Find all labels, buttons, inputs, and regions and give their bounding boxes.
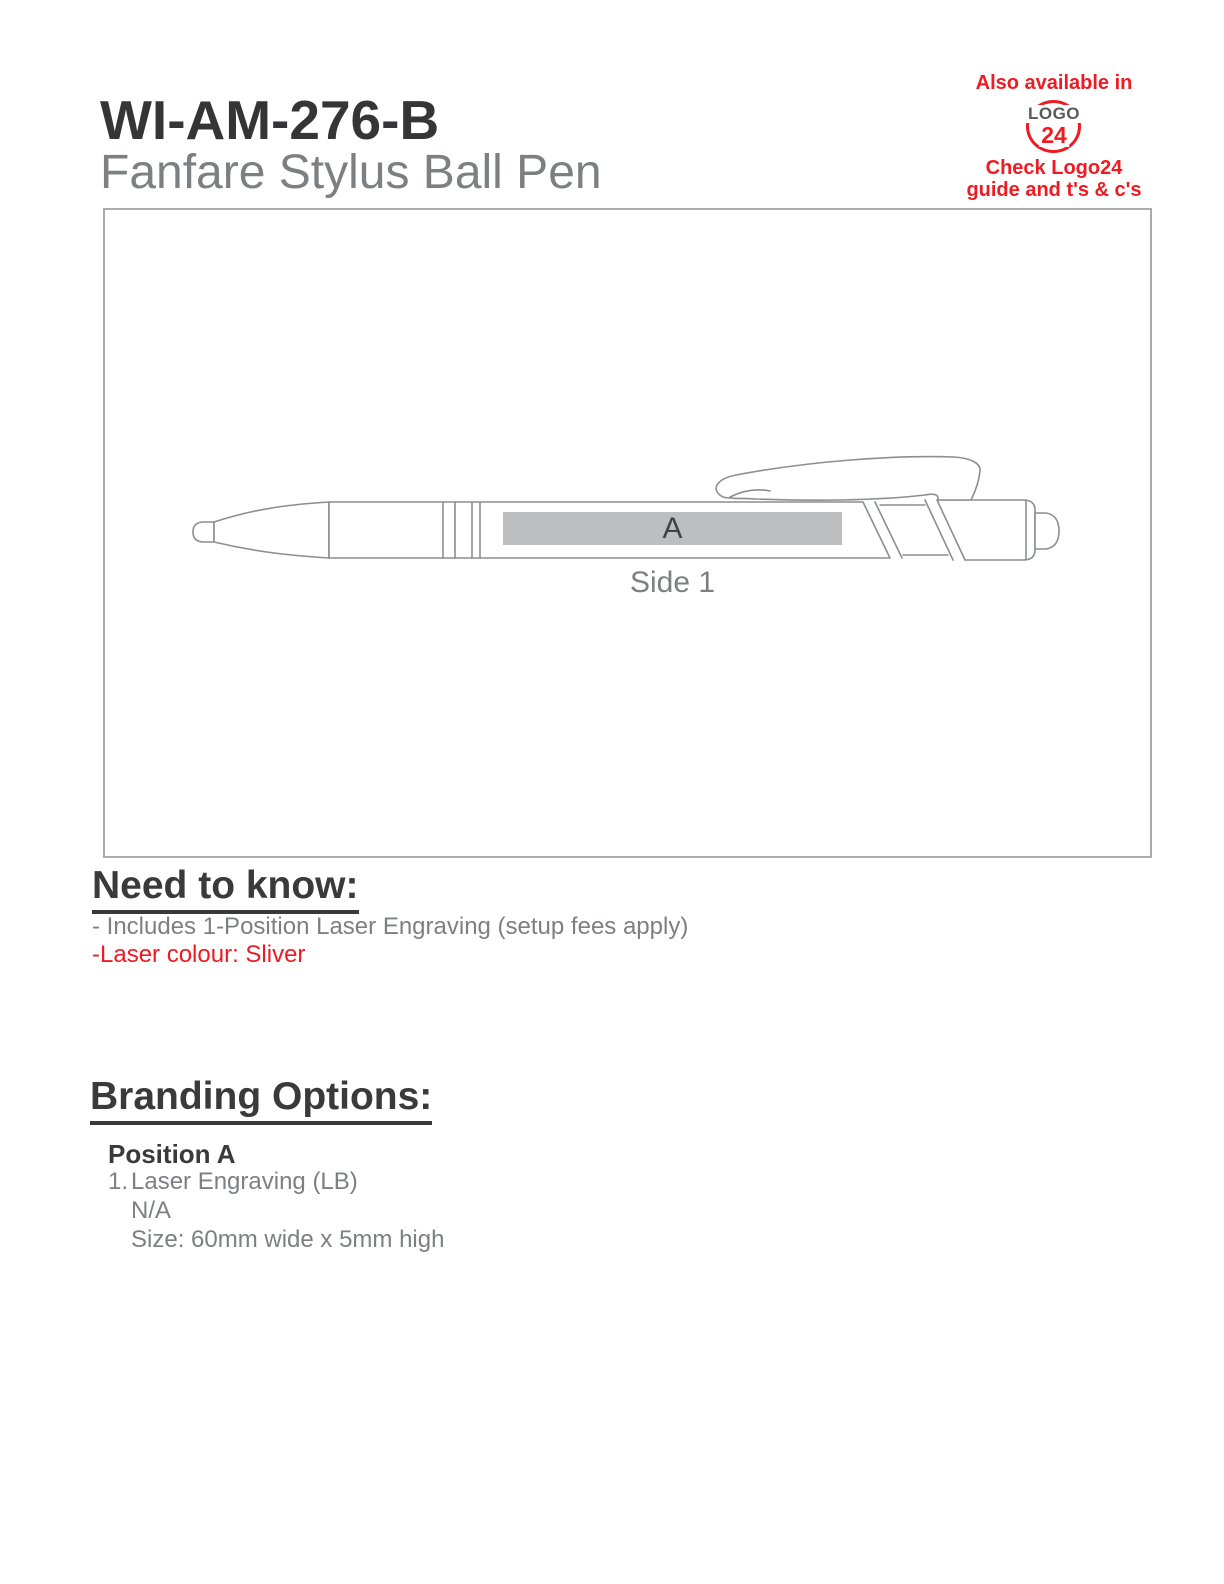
item-number: 1. [108, 1168, 129, 1195]
branding-option-line2: N/A [131, 1197, 172, 1224]
product-code-title: WI-AM-276-B [100, 89, 440, 151]
logo24-number: 24 [1041, 122, 1067, 148]
branding-option-line1 [108, 1167, 444, 1196]
product-name-subtitle: Fanfare Stylus Ball Pen [100, 146, 602, 199]
logo24-note-line1: Check Logo24 [985, 157, 1123, 179]
branding-option-line3: Size: 60mm wide x 5mm high [131, 1226, 445, 1253]
product-diagram-box [103, 208, 1152, 858]
pen-rear-body [937, 500, 1035, 560]
pen-button [1035, 513, 1059, 549]
branding-position-marker [503, 512, 842, 545]
branding-position-letter: A [662, 512, 683, 545]
pen-clip [716, 457, 980, 501]
logo24-icon [1025, 98, 1083, 156]
item-method: Laser Engraving (LB) [131, 1168, 358, 1195]
logo24-availability-block [934, 72, 1174, 201]
branding-options-heading: Branding Options: [90, 1075, 432, 1125]
need-to-know-heading: Need to know: [92, 864, 359, 914]
pen-tip [193, 522, 214, 542]
need-to-know-line-laser-colour: -Laser colour: Sliver [92, 941, 306, 968]
branding-options-section [90, 1075, 432, 1125]
pen-cone [214, 502, 329, 558]
logo24-note-line2: guide and t's & c's [966, 179, 1142, 201]
position-a-title: Position A [108, 1139, 236, 1169]
side-label: Side 1 [629, 566, 716, 599]
branding-option-item [108, 1167, 444, 1254]
need-to-know-lines [92, 913, 688, 969]
logo24-word: LOGO [1025, 105, 1083, 123]
need-to-know-line: - Includes 1-Position Laser Engraving (setup fees apply) [92, 913, 689, 940]
need-to-know-section [92, 864, 359, 914]
also-available-text: Also available in [975, 72, 1133, 94]
